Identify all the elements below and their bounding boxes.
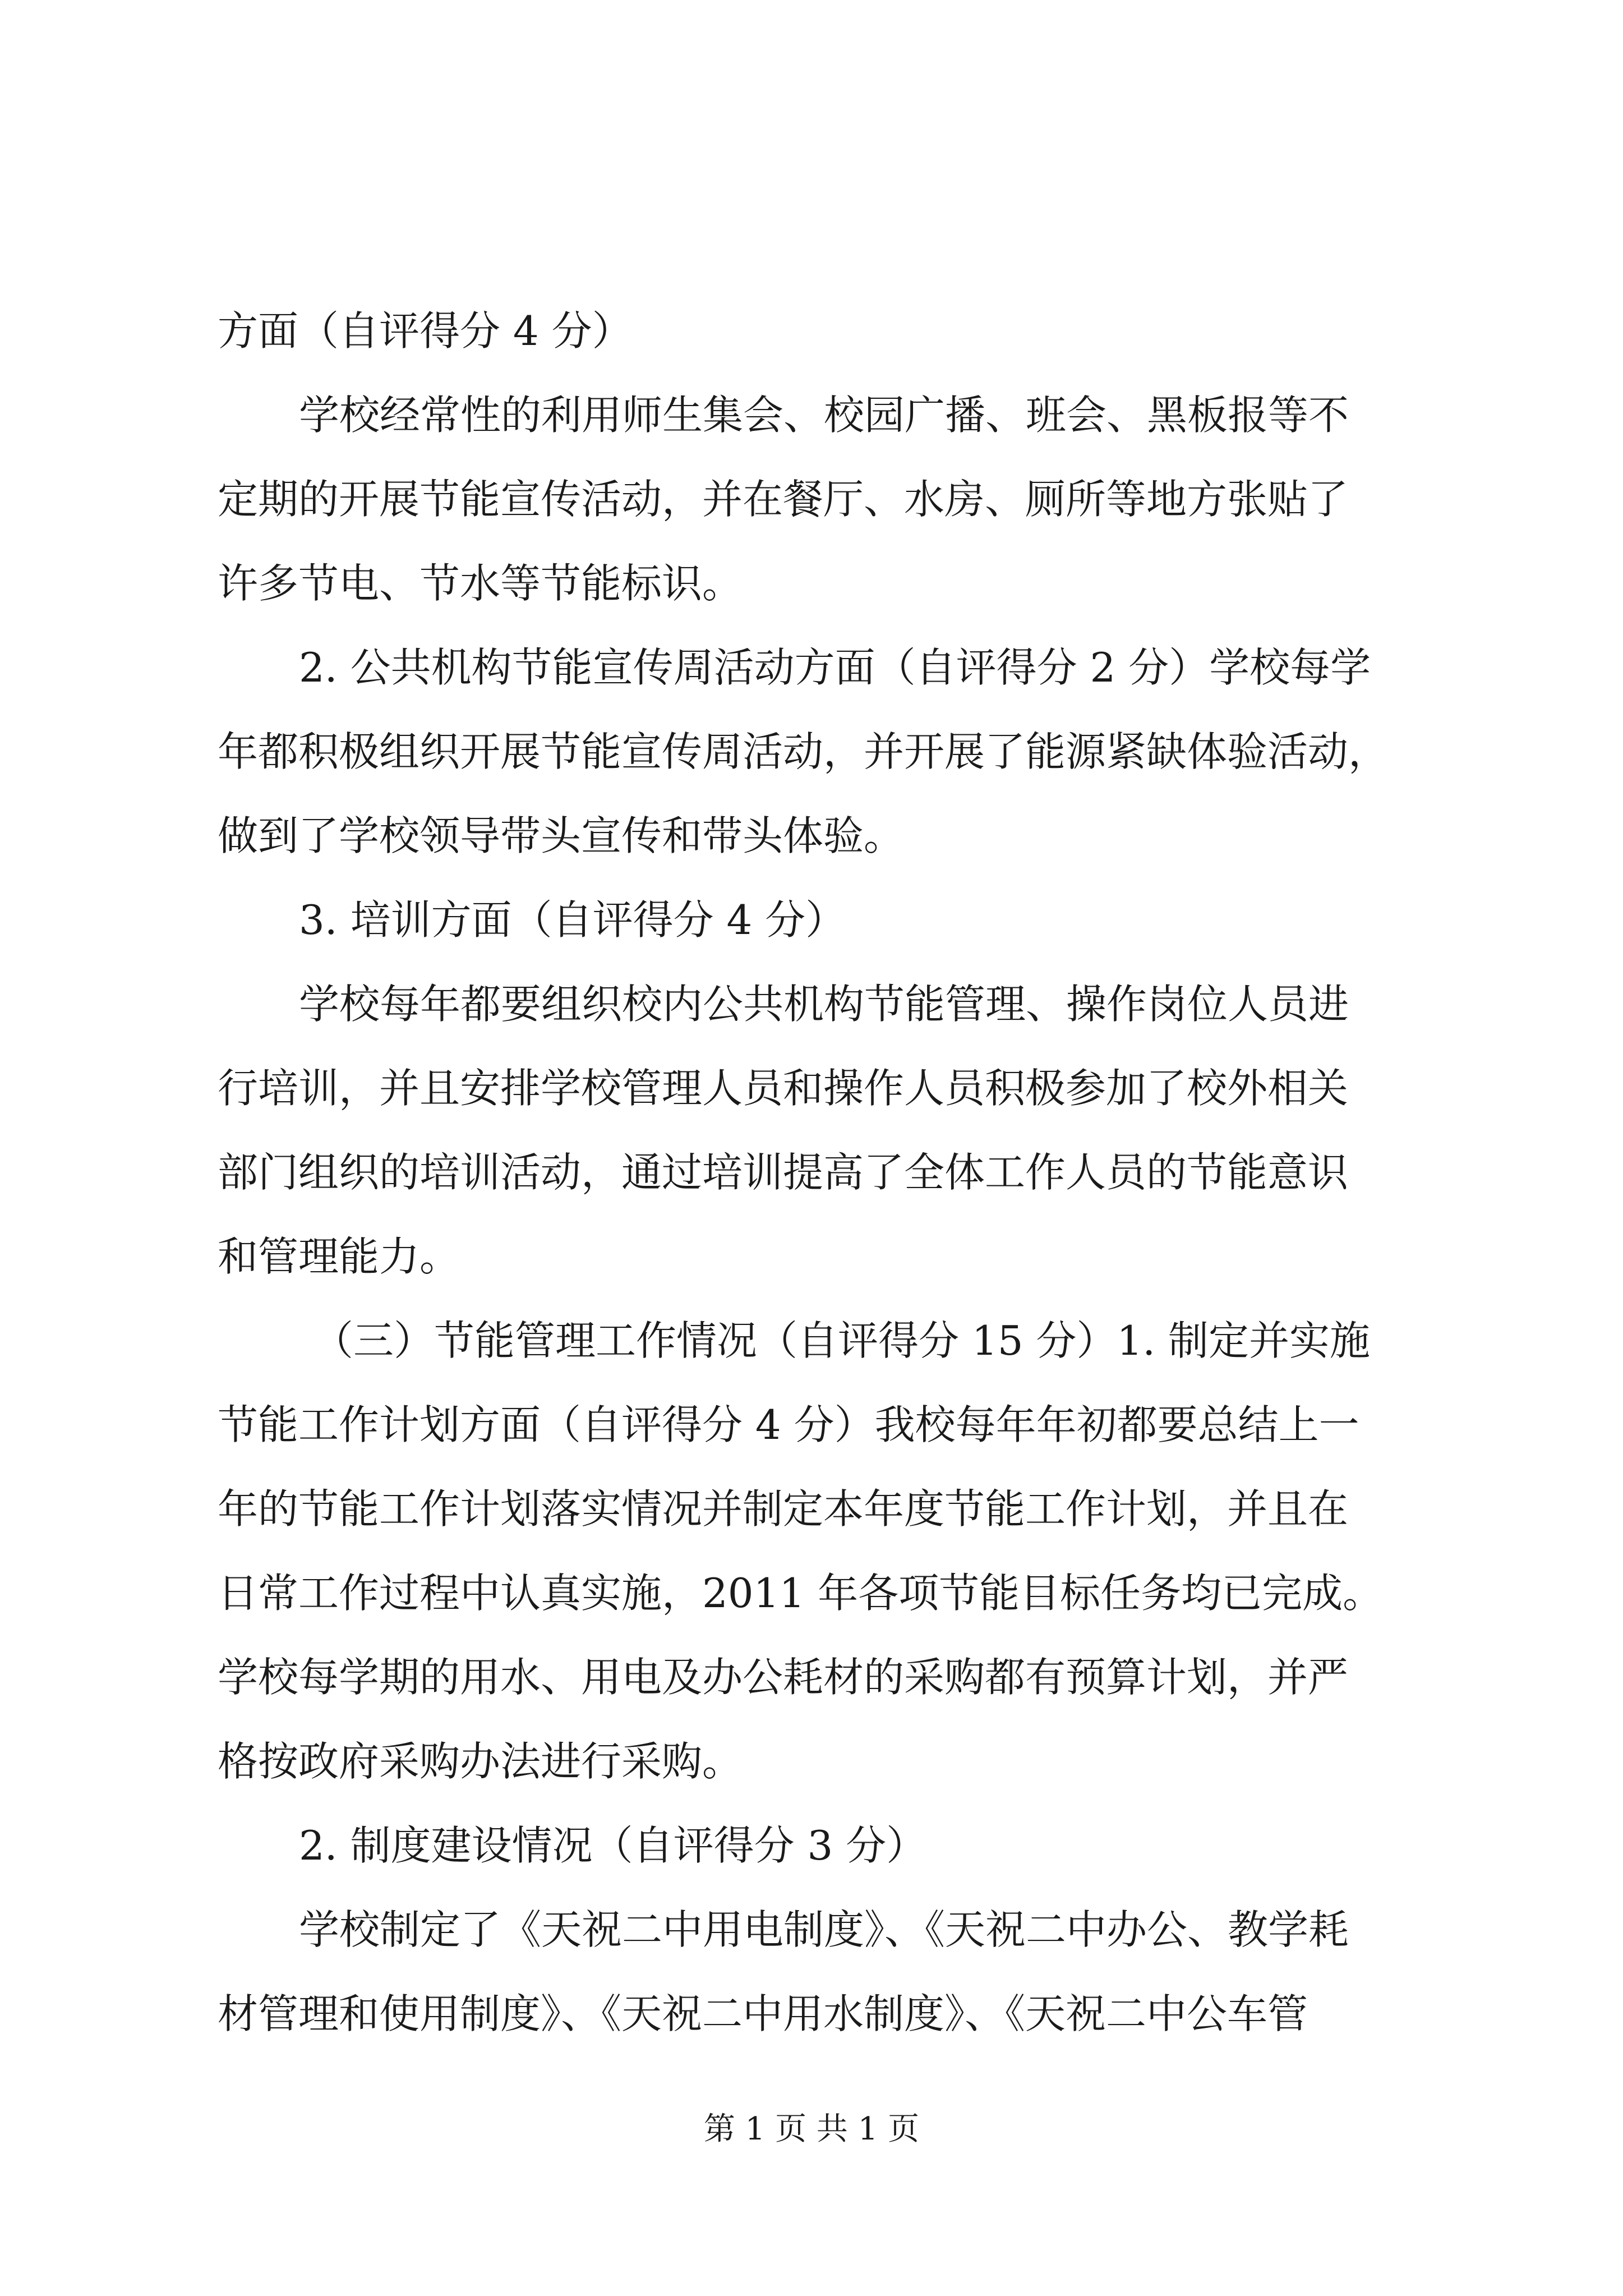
text-line: 行培训，并且安排学校管理人员和操作人员积极参加了校外相关 xyxy=(218,1065,1349,1112)
text-line: 学校每学期的用水、用电及办公耗材的采购都有预算计划，并严 xyxy=(218,1654,1349,1701)
text-line: （三）节能管理工作情况（自评得分 15 分）1. 制定并实施 xyxy=(313,1317,1370,1364)
text-line: 2. 制度建设情况（自评得分 3 分） xyxy=(299,1822,927,1869)
text-line: 格按政府采购办法进行采购。 xyxy=(218,1738,743,1785)
text-line: 定期的开展节能宣传活动，并在餐厅、水房、厕所等地方张贴了 xyxy=(218,476,1349,523)
text-line: 学校经常性的利用师生集会、校园广播、班会、黑板报等不 xyxy=(299,392,1349,439)
text-line: 许多节电、节水等节能标识。 xyxy=(218,560,743,607)
text-line: 和管理能力。 xyxy=(218,1233,460,1280)
text-line: 2. 公共机构节能宣传周活动方面（自评得分 2 分）学校每学 xyxy=(299,644,1371,691)
text-line: 方面（自评得分 4 分） xyxy=(218,307,633,355)
text-line: 做到了学校领导带头宣传和带头体验。 xyxy=(218,812,905,859)
page-footer: 第 1 页 共 1 页 xyxy=(703,2111,920,2147)
text-line: 学校制定了《天祝二中用电制度》、《天祝二中办公、教学耗 xyxy=(299,1906,1349,1953)
text-line: 3. 培训方面（自评得分 4 分） xyxy=(299,896,846,944)
text-line: 日常工作过程中认真实施，2011 年各项节能目标任务均已完成。 xyxy=(218,1570,1384,1617)
text-line: 年都积极组织开展节能宣传周活动，并开展了能源紧缺体验活动， xyxy=(218,728,1389,775)
text-line: 节能工作计划方面（自评得分 4 分）我校每年年初都要总结上一 xyxy=(218,1401,1359,1448)
text-line: 年的节能工作计划落实情况并制定本年度节能工作计划，并且在 xyxy=(218,1485,1349,1533)
text-line: 学校每年都要组织校内公共机构节能管理、操作岗位人员进 xyxy=(299,981,1349,1028)
text-line: 材管理和使用制度》、《天祝二中用水制度》、《天祝二中公车管 xyxy=(218,1990,1308,2037)
text-line: 部门组织的培训活动，通过培训提高了全体工作人员的节能意识 xyxy=(218,1149,1349,1196)
